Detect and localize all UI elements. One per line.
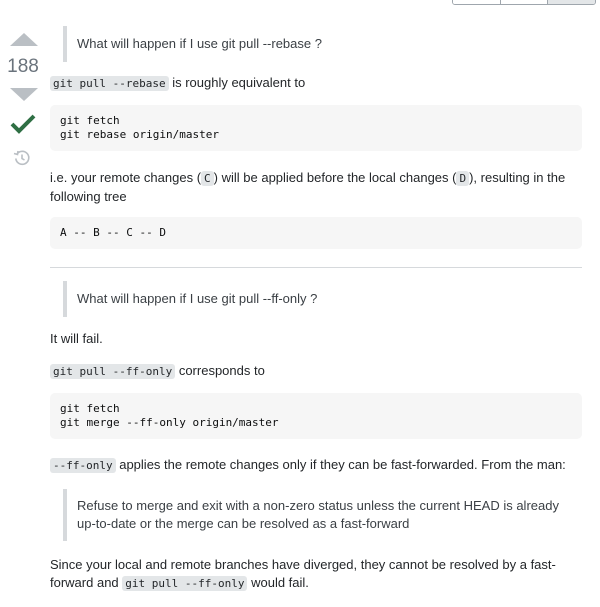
inline-code: git pull --ff-only bbox=[122, 576, 247, 591]
arrow-down-icon[interactable] bbox=[10, 88, 38, 101]
paragraph-ff-only-corresponds bbox=[50, 362, 582, 381]
vote-count: 188 bbox=[7, 56, 39, 77]
history-icon[interactable] bbox=[13, 149, 31, 167]
paragraph-text: applies the remote changes only if they can be fast-forwarded. From the man: bbox=[115, 457, 566, 472]
code-line: git merge --ff-only origin/master bbox=[60, 416, 279, 429]
code-line: git fetch bbox=[60, 114, 120, 127]
sort-tabs[interactable] bbox=[452, 0, 596, 5]
code-line: git rebase origin/master bbox=[60, 128, 219, 141]
paragraph-conclusion bbox=[50, 556, 582, 593]
inline-code: --ff-only bbox=[50, 458, 116, 473]
inline-code: git pull --rebase bbox=[50, 76, 169, 91]
inline-code: D bbox=[456, 171, 469, 186]
code-block-tree bbox=[50, 217, 582, 249]
blockquote-man-page bbox=[63, 489, 569, 541]
blockquote-question-rebase bbox=[63, 26, 322, 62]
inline-code: git pull --ff-only bbox=[50, 364, 175, 379]
paragraph-text: It will fail. bbox=[50, 331, 103, 346]
checkmark-icon bbox=[10, 112, 36, 136]
paragraph-text: ), resulting in the following tree bbox=[50, 170, 566, 204]
blockquote-text: Refuse to merge and exit with a non-zero status unless the current HEAD is already up-to-date or the merge can be resolved as a fast-forward bbox=[77, 498, 559, 531]
code-block-rebase bbox=[50, 105, 582, 151]
blockquote-question-ff-only bbox=[63, 281, 317, 317]
blockquote-text: What will happen if I use git pull --ff-only ? bbox=[77, 291, 318, 306]
sort-tab-active[interactable] bbox=[548, 0, 595, 4]
code-block-ff-only bbox=[50, 393, 582, 439]
blockquote-text: What will happen if I use git pull --rebase ? bbox=[77, 36, 322, 51]
sort-tab[interactable] bbox=[501, 0, 549, 4]
paragraph-text: ) will be applied before the local changes ( bbox=[213, 170, 457, 185]
paragraph-text: corresponds to bbox=[175, 363, 265, 378]
paragraph-text: would fail. bbox=[247, 575, 309, 590]
paragraph-rebase-equivalent bbox=[50, 74, 582, 93]
code-line: A -- B -- C -- D bbox=[60, 226, 166, 239]
paragraph-tree-explanation bbox=[50, 169, 582, 206]
sort-tab[interactable] bbox=[453, 0, 501, 4]
paragraph-will-fail bbox=[50, 330, 582, 348]
divider bbox=[50, 267, 582, 268]
paragraph-text: i.e. your remote changes ( bbox=[50, 170, 202, 185]
inline-code: C bbox=[201, 171, 214, 186]
paragraph-text: is roughly equivalent to bbox=[168, 75, 306, 90]
paragraph-ff-only-applies bbox=[50, 456, 582, 475]
arrow-up-icon[interactable] bbox=[10, 33, 38, 46]
paragraph-text: Since your local and remote branches have diverged, they cannot be resolved by a fast-forward and bbox=[50, 557, 556, 590]
code-line: git fetch bbox=[60, 402, 120, 415]
